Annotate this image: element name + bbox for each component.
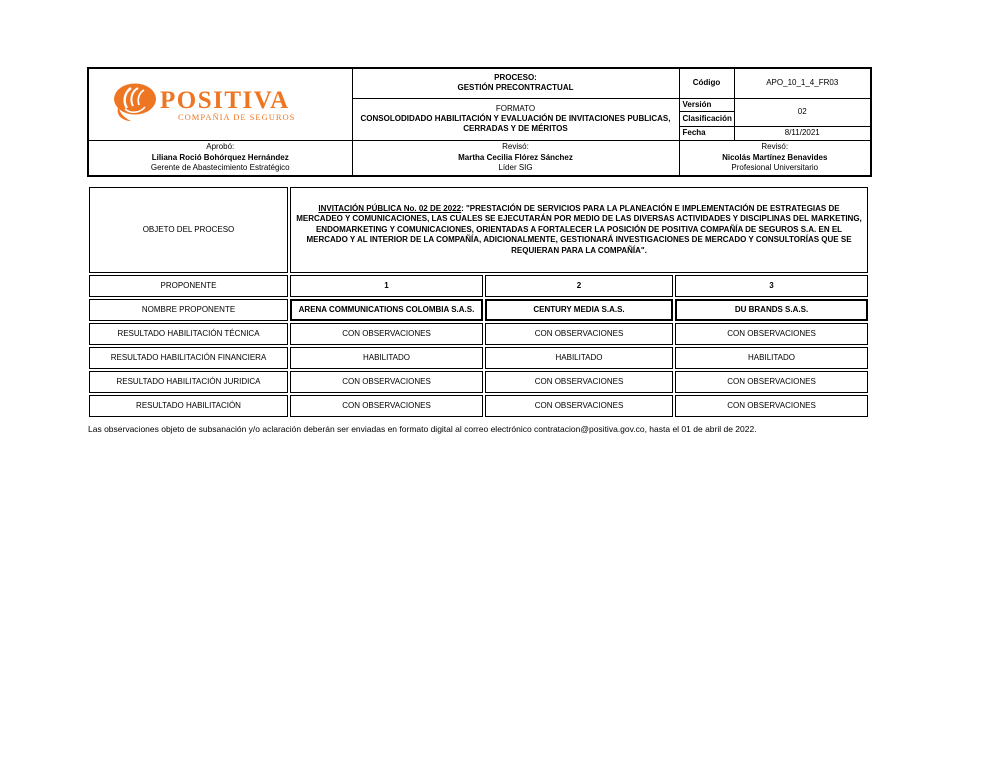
approval-title: Líder SIG <box>498 162 533 172</box>
proceso-label: PROCESO: <box>494 73 537 83</box>
nombre-proponente-1: ARENA COMMUNICATIONS COLOMBIA S.A.S. <box>290 299 483 321</box>
objeto-text <box>290 187 868 273</box>
approval-name: Liliana Roció Bohórquez Hernández <box>151 152 289 162</box>
resultado-juridica-2: CON OBSERVACIONES <box>485 371 673 393</box>
table-row-resultado-habilitacion <box>89 395 868 417</box>
row-label: NOMBRE PROPONENTE <box>89 299 288 321</box>
row-label: RESULTADO HABILITACIÓN <box>89 395 288 417</box>
version-label: Versión <box>679 98 734 111</box>
row-label: RESULTADO HABILITACIÓN TÉCNICA <box>89 323 288 345</box>
table-row-habilitacion-juridica <box>89 371 868 393</box>
resultado-habilitacion-3: CON OBSERVACIONES <box>675 395 868 417</box>
resultado-juridica-3: CON OBSERVACIONES <box>675 371 868 393</box>
header-table <box>87 67 872 177</box>
version-value: 02 <box>734 98 871 126</box>
table-row-nombre-proponente <box>89 299 868 321</box>
formato-cell <box>352 98 679 140</box>
footer-note: Las observaciones objeto de subsanación y/o aclaración deberán ser enviadas en formato digital al correo electrónico contratacion@positiva.gov.co, hasta el 01 de abril de 2022. <box>88 424 757 434</box>
fecha-label: Fecha <box>679 126 734 140</box>
objeto-body: : "PRESTACIÓN DE SERVICIOS PARA LA PLANEACIÓN E IMPLEMENTACIÓN DE ESTRATEGIAS DE MERCADEO Y COMUNICACIONES, LAS CUALES SE EJECUTARÁN POR MEDIO DE LAS DIVERSAS ACTIVIDADES Y DISCIPLINAS DEL MARKETING, ENDOMARKETING Y COMUNICACIONES, ORIENTADAS A FORTALECER LA POSICIÓN DE POSITIVA COMPAÑÍA DE SEGUROS S.A. EN EL MERCADO Y AL INTERIOR DE LA COMPAÑÍA, ADICIONALMENTE, GESTIONARÁ INVESTIGACIONES DE MERCADO Y CONSULTORÍAS QUE SE REQUIERAN PARA LA COMPAÑÍA". <box>296 204 862 255</box>
approval-aprobo-cell <box>88 140 352 176</box>
approval-title: Gerente de Abastecimiento Estratégico <box>150 162 290 172</box>
resultado-financiera-3: HABILITADO <box>675 347 868 369</box>
approval-role: Aprobó: <box>206 142 235 152</box>
codigo-value: APO_10_1_4_FR03 <box>734 68 871 98</box>
approval-reviso-2-cell <box>679 140 871 176</box>
fecha-value: 8/11/2021 <box>734 126 871 140</box>
proceso-value: GESTIÓN PRECONTRACTUAL <box>457 83 574 93</box>
nombre-proponente-2: CENTURY MEDIA S.A.S. <box>485 299 673 321</box>
table-row-proponente <box>89 275 868 297</box>
approval-role: Revisó: <box>761 142 789 152</box>
table-row-habilitacion-financiera <box>89 347 868 369</box>
resultado-habilitacion-1: CON OBSERVACIONES <box>290 395 483 417</box>
resultado-juridica-1: CON OBSERVACIONES <box>290 371 483 393</box>
row-label: RESULTADO HABILITACIÓN JURIDICA <box>89 371 288 393</box>
logo-cell <box>88 68 352 140</box>
clasificacion-label: Clasificación <box>679 111 734 126</box>
table-row-habilitacion-tecnica <box>89 323 868 345</box>
objeto-title: INVITACIÓN PÚBLICA No. 02 DE 2022 <box>318 204 462 214</box>
row-label: PROPONENTE <box>89 275 288 297</box>
proponente-1: 1 <box>290 275 483 297</box>
nombre-proponente-3: DU BRANDS S.A.S. <box>675 299 868 321</box>
positiva-logo <box>91 80 350 128</box>
resultado-tecnica-2: CON OBSERVACIONES <box>485 323 673 345</box>
formato-label: FORMATO <box>495 104 536 113</box>
logo-tagline-text: COMPAÑIA DE SEGUROS <box>178 112 296 123</box>
objeto-label: OBJETO DEL PROCESO <box>89 187 288 273</box>
approval-name: Martha Cecilia Flórez Sánchez <box>458 152 573 162</box>
row-label: RESULTADO HABILITACIÓN FINANCIERA <box>89 347 288 369</box>
codigo-label: Código <box>679 68 734 98</box>
approval-name: Nicolás Martínez Benavides <box>722 152 828 162</box>
resultado-tecnica-1: CON OBSERVACIONES <box>290 323 483 345</box>
approval-reviso-1-cell <box>352 140 679 176</box>
proponente-2: 2 <box>485 275 673 297</box>
resultado-financiera-1: HABILITADO <box>290 347 483 369</box>
proponente-3: 3 <box>675 275 868 297</box>
logo-circle <box>114 84 156 115</box>
positiva-logo-graphic <box>112 80 328 128</box>
resultado-tecnica-3: CON OBSERVACIONES <box>675 323 868 345</box>
approval-role: Revisó: <box>502 142 529 152</box>
formato-value: CONSOLODIDADO HABILITACIÓN Y EVALUACIÓN DE INVITACIONES PUBLICAS, CERRADAS Y DE MÉRITOS <box>360 114 671 133</box>
resultado-financiera-2: HABILITADO <box>485 347 673 369</box>
resultado-habilitacion-2: CON OBSERVACIONES <box>485 395 673 417</box>
logo-brand-text: POSITIVA <box>160 87 290 115</box>
proceso-cell <box>352 68 679 98</box>
evaluation-table <box>87 185 870 419</box>
approval-title: Profesional Universitario <box>731 162 819 172</box>
